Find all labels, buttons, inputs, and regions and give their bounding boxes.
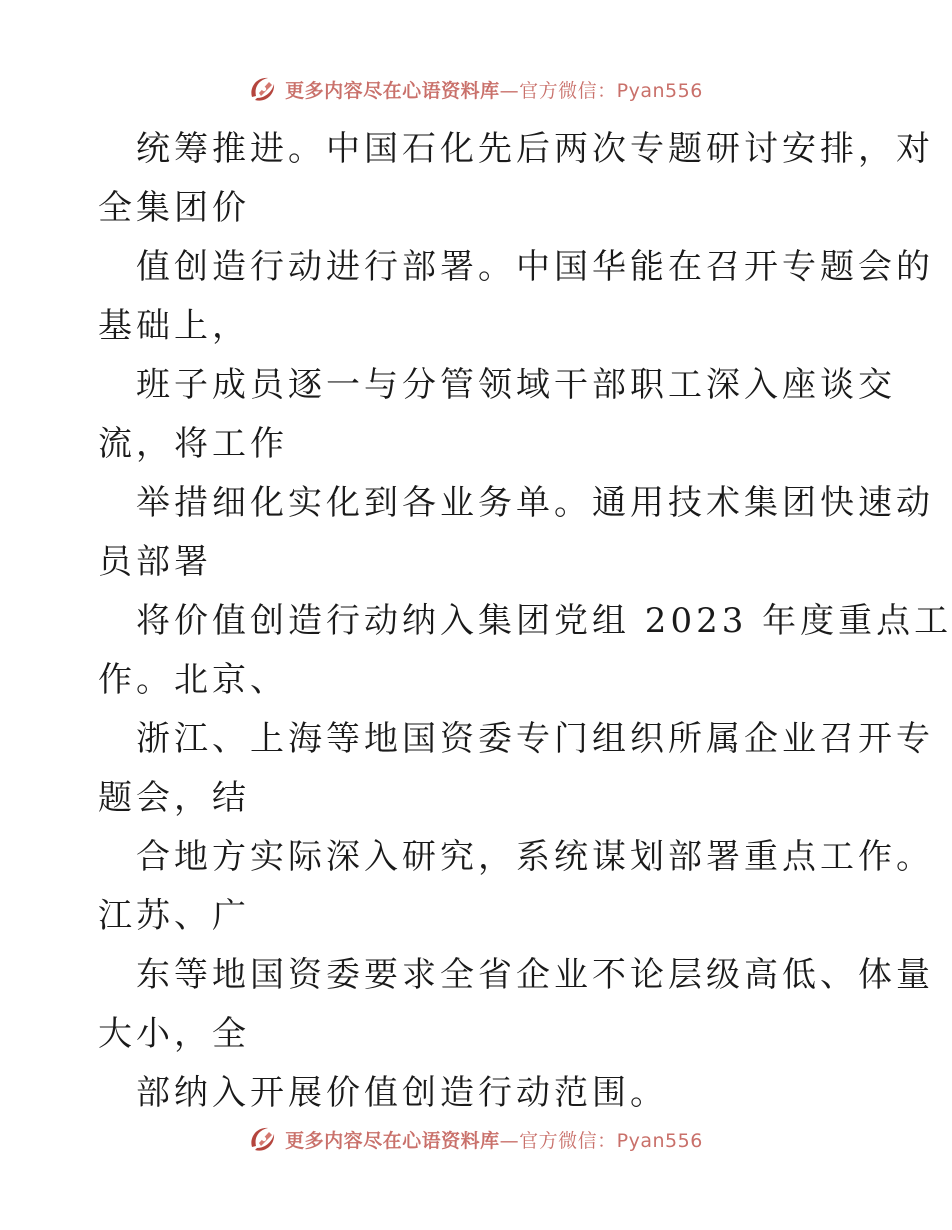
paragraph-line: 举措细化实化到各业务单。通用技术集团快速动: [136, 483, 934, 523]
banner-brand: 更多内容尽在心语资料库: [285, 79, 500, 102]
paragraph-line: 浙江、上海等地国资委专门组织所属企业召开专: [136, 719, 934, 759]
paragraph-line: 班子成员逐一与分管领域干部职工深入座谈交: [136, 365, 896, 405]
banner-dash: —: [499, 1129, 520, 1152]
banner-text: [285, 1126, 703, 1153]
paragraph-line: 部纳入开展价值创造行动范围。: [136, 1073, 668, 1113]
banner-contact: 官方微信：Pyan556: [519, 79, 703, 102]
banner-contact: 官方微信：Pyan556: [519, 1129, 703, 1152]
paragraph-line: 统筹推进。中国石化先后两次专题研讨安排，对: [136, 129, 934, 169]
paragraph-line: 合地方实际深入研究，系统谋划部署重点工作。: [136, 837, 934, 877]
pen-nib-logo-icon: [247, 73, 279, 105]
paragraph-line: 将价值创造行动纳入集团党组 2023 年度重点工: [136, 601, 952, 641]
pen-nib-logo-icon: [247, 1123, 279, 1155]
banner-logo-group: [247, 73, 703, 105]
paragraph-line-wrap: 流，将工作: [98, 424, 288, 464]
paragraph-line-wrap: 大小，全: [98, 1014, 250, 1054]
paragraph-line-wrap: 基础上，: [98, 306, 250, 346]
document-body: [98, 120, 952, 1123]
paragraph-line: 值创造行动进行部署。中国华能在召开专题会的: [136, 247, 934, 287]
banner-dash: —: [499, 79, 520, 102]
banner-logo-group: [247, 1123, 703, 1155]
paragraph-line-wrap: 江苏、广: [98, 896, 250, 936]
banner-text: [285, 76, 703, 103]
paragraph-line: 东等地国资委要求全省企业不论层级高低、体量: [136, 955, 934, 995]
paragraph-line-wrap: 全集团价: [98, 188, 250, 228]
paragraph-line-wrap: 员部署: [98, 542, 212, 582]
paragraph-line-wrap: 作。北京、: [98, 660, 288, 700]
page-header-banner: [0, 72, 950, 106]
page-footer-banner: [0, 1122, 950, 1156]
banner-brand: 更多内容尽在心语资料库: [285, 1129, 500, 1152]
paragraph-line-wrap: 题会，结: [98, 778, 250, 818]
